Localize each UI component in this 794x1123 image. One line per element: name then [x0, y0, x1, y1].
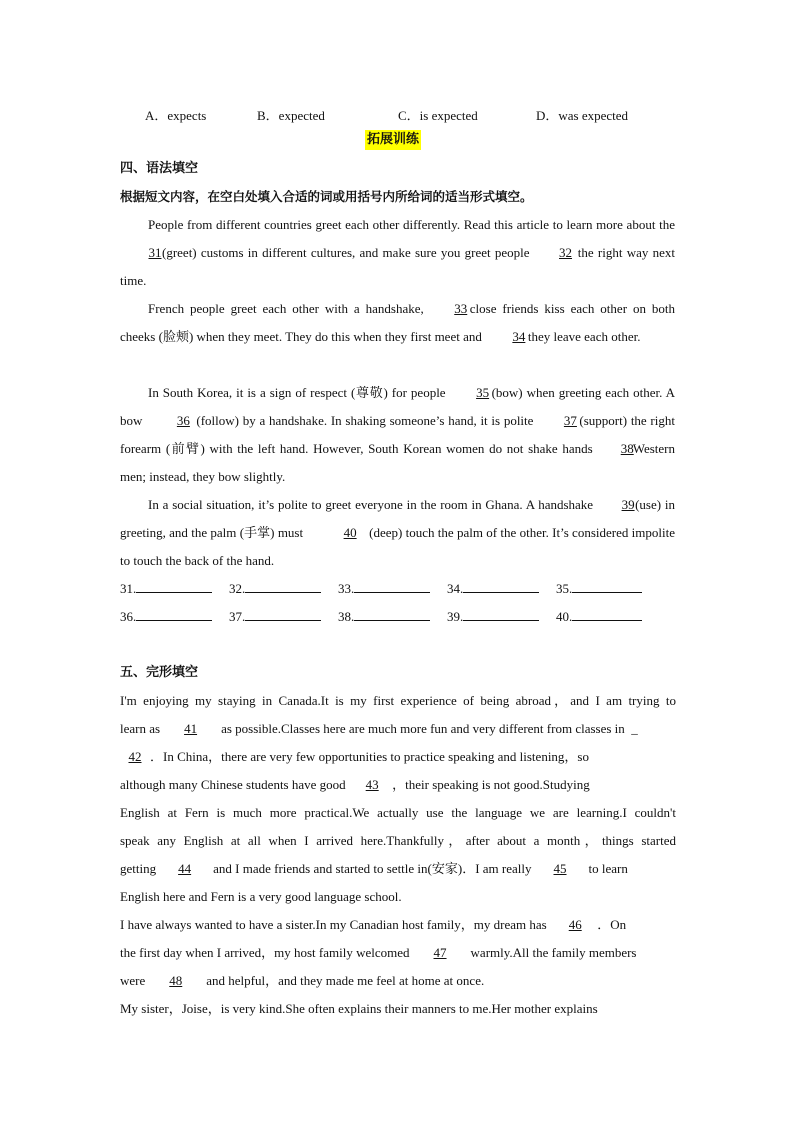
- p3-text-5: Western men; instead, they bow slightly.: [120, 441, 675, 484]
- answer-32-label: 32.: [229, 581, 246, 596]
- p4-text-2: (use) in greeting, and the palm (手掌) must: [120, 497, 675, 540]
- answer-37-label: 37.: [229, 609, 246, 624]
- cloze-line-11: [120, 972, 676, 990]
- answer-36[interactable]: [120, 608, 212, 625]
- p3-text-3: (follow) by a handshake. In shaking someone’s hand, it is polite: [196, 413, 534, 428]
- answer-34-label: 34.: [447, 581, 464, 596]
- cloze-line-1: I'm enjoying my staying in Canada.It is my first experience of being abroad，and I am trying to: [120, 693, 676, 708]
- answer-33-label: 33.: [338, 581, 355, 596]
- cloze-text: and helpful，and they made me feel at home at once.: [206, 973, 485, 988]
- blank-47[interactable]: 47: [433, 945, 447, 960]
- section4-instruction: 根据短文内容，在空白处填入合适的词或用括号内所给词的适当形式填空。: [120, 189, 533, 204]
- cloze-line-9: [120, 916, 676, 934]
- p4-text-3: (deep) touch the palm of the other. It’s considered impolite to touch the back of the hand.: [120, 525, 675, 568]
- answer-34[interactable]: [447, 580, 539, 597]
- cloze-line-6: speak any English at all when I arrived here.Thankfully，after about a month，things started: [120, 833, 676, 848]
- blank-46[interactable]: 46: [568, 917, 582, 932]
- cloze-text: getting: [120, 861, 157, 876]
- cloze-line-7: [120, 860, 676, 878]
- option-a[interactable]: A．expects: [145, 108, 207, 123]
- blank-44[interactable]: 44: [178, 861, 192, 876]
- blank-36[interactable]: 36: [176, 413, 190, 428]
- paragraph-1: [120, 211, 675, 295]
- cloze-line-2: [120, 720, 676, 738]
- cloze-line-5: English at Fern is much more practical.We actually use the language we are learning.I couldn't: [120, 805, 676, 820]
- p1-text-1: People from different countries greet each other differently. Read this article to learn more about the: [148, 217, 675, 232]
- cloze-text: were: [120, 973, 146, 988]
- blank-39[interactable]: 39: [621, 497, 635, 512]
- blank-40[interactable]: 40: [343, 525, 357, 540]
- answer-39-label: 39.: [447, 609, 464, 624]
- paragraph-2: [120, 295, 675, 351]
- p3-text-2: (bow) when greeting each other. A bow: [120, 385, 675, 428]
- answer-40-label: 40.: [556, 609, 573, 624]
- answer-38-label: 38.: [338, 609, 355, 624]
- section5-title: 五、完形填空: [120, 665, 199, 680]
- cloze-text: _: [631, 721, 638, 736]
- p2-text-1: French people greet each other with a handshake,: [148, 301, 424, 316]
- answer-35[interactable]: [556, 580, 642, 597]
- cloze-text: ，their speaking is not good.Studying: [392, 777, 590, 792]
- answer-37[interactable]: [229, 608, 321, 625]
- paragraph-4: [120, 491, 675, 575]
- cloze-text: and I made friends and started to settle in(安家)．I am really: [213, 861, 532, 876]
- option-c[interactable]: C．is expected: [398, 108, 478, 123]
- answer-39[interactable]: [447, 608, 539, 625]
- answer-38[interactable]: [338, 608, 430, 625]
- answer-options-row: [0, 105, 794, 123]
- cloze-text: although many Chinese students have good: [120, 777, 346, 792]
- answer-31-label: 31.: [120, 581, 137, 596]
- p3-text-4: (support) the right forearm (前臂) with the left hand. However, South Korean women do not shake hands: [120, 413, 675, 456]
- extension-training-heading: 拓展训练: [365, 130, 421, 150]
- cloze-text: as possible.Classes here are much more fun and very different from classes in: [221, 721, 625, 736]
- blank-45[interactable]: 45: [553, 861, 567, 876]
- cloze-text: ．On: [597, 917, 627, 932]
- cloze-line-3: [120, 748, 676, 766]
- answer-33[interactable]: [338, 580, 430, 597]
- blank-34[interactable]: 34: [512, 329, 526, 344]
- p1-text-3: the right way next time.: [120, 245, 676, 288]
- cloze-text: learn as: [120, 721, 161, 736]
- cloze-line-12: My sister，Joise，is very kind.She often explains their manners to me.Her mother explains: [120, 1001, 598, 1016]
- blank-42[interactable]: 42: [128, 749, 142, 764]
- cloze-text: warmly.All the family members: [470, 945, 637, 960]
- cloze-text: the first day when I arrived，my host family welcomed: [120, 945, 410, 960]
- cloze-line-4: [120, 776, 676, 794]
- cloze-line-10: [120, 944, 676, 962]
- answer-40[interactable]: [556, 608, 642, 625]
- option-b[interactable]: B．expected: [257, 108, 325, 123]
- blank-33[interactable]: 33: [454, 301, 468, 316]
- option-d[interactable]: D．was expected: [536, 108, 629, 123]
- blank-35[interactable]: 35: [476, 385, 490, 400]
- cloze-text: I have always wanted to have a sister.In my Canadian host family，my dream has: [120, 917, 547, 932]
- blank-31[interactable]: 31: [148, 245, 162, 260]
- p3-text-1: In South Korea, it is a sign of respect (尊敬) for people: [148, 385, 446, 400]
- blank-48[interactable]: 48: [169, 973, 183, 988]
- blank-37[interactable]: 37: [563, 413, 577, 428]
- p4-text-1: In a social situation, it’s polite to greet everyone in the room in Ghana. A handshake: [148, 497, 594, 512]
- blank-32[interactable]: 32: [559, 245, 573, 260]
- answer-35-label: 35.: [556, 581, 573, 596]
- p2-text-3: they leave each other.: [527, 329, 641, 344]
- answer-36-label: 36.: [120, 609, 137, 624]
- cloze-line-8: English here and Fern is a very good language school.: [120, 889, 402, 904]
- paragraph-3: [120, 379, 675, 491]
- cloze-text: to learn: [588, 861, 628, 876]
- blank-41[interactable]: 41: [184, 721, 198, 736]
- blank-43[interactable]: 43: [365, 777, 379, 792]
- answer-31[interactable]: [120, 580, 212, 597]
- answer-32[interactable]: [229, 580, 321, 597]
- cloze-text: ．In China，there are very few opportunities to practice speaking and listening，so: [150, 749, 589, 764]
- section4-title: 四、语法填空: [120, 161, 199, 176]
- p2-text-2: close friends kiss each other on both cheeks (脸颊) when they meet. They do this when they first meet and: [120, 301, 675, 344]
- p1-text-2: (greet) customs in different cultures, and make sure you greet people: [162, 245, 530, 260]
- blank-38[interactable]: 38: [620, 441, 634, 456]
